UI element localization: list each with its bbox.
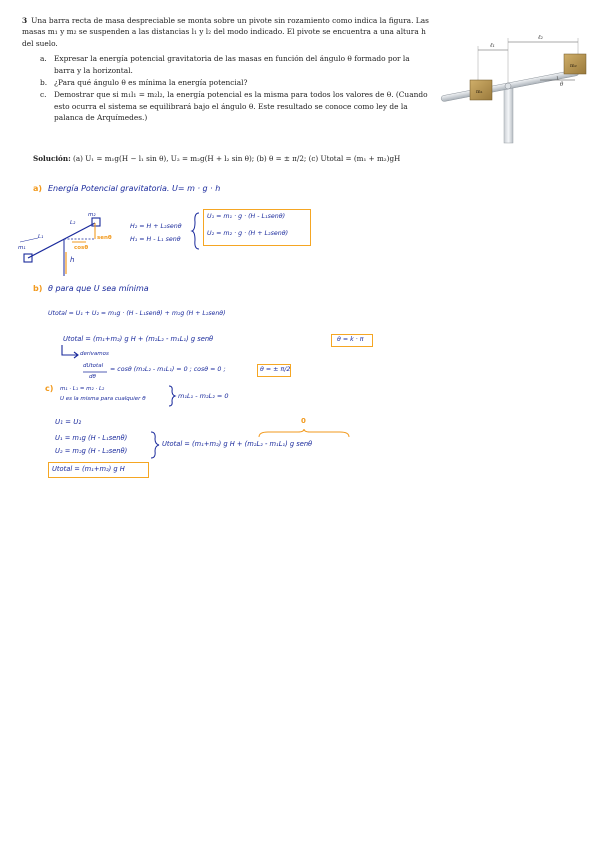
h1-expression: H₁ = H - L₁ senθ (130, 236, 181, 243)
l1-label: ℓ₁ (490, 42, 495, 49)
utotal-line-1: Utotal = U₁ + U₂ = m₁g · (H - L₁senθ) + m₂g (H + L₂senθ) (48, 310, 226, 317)
item-text: ¿Para qué ángulo θ es mínima la energía potencial? (54, 78, 248, 88)
derive-label: derivamos (80, 351, 109, 357)
c-line-1: m₁ · L₁ = m₂ · L₂ (60, 386, 105, 392)
derive-arrow (60, 345, 80, 359)
utotal-line-2: Utotal = (m₁+m₂) g H + (m₂L₂ - m₁L₁) g senθ (63, 335, 214, 343)
solution-label: Solución: (33, 154, 71, 163)
final-result: Utotal = (m₁+m₂) g H (52, 465, 125, 473)
brace-c2 (150, 431, 160, 459)
u1-equals-u2: U₁ = U₂ (55, 418, 82, 426)
problem-item-c (40, 89, 432, 123)
problem-item-b (40, 77, 432, 88)
c-line-2: U es la misma para cualquier θ (60, 396, 146, 402)
sketch-l1: L₁ (38, 234, 44, 240)
theta-pi2: θ = ± π/2 (260, 366, 291, 373)
part-c-label: c) (45, 384, 54, 393)
pivot-pole (504, 86, 513, 143)
theta-label: θ (560, 82, 564, 88)
problem-number: 3 (22, 16, 28, 25)
lever-figure (440, 28, 580, 143)
c-u1: U₁ = m₁g (H - L₁senθ) (55, 434, 128, 442)
part-a-label: a) (33, 184, 43, 193)
sketch-cos: cosθ (74, 245, 89, 251)
sketch-m1: m₁ (18, 245, 26, 251)
theta-kpi: θ = k · π (337, 336, 364, 343)
part-b-title: θ para que U sea mínima (48, 284, 149, 293)
item-mark: c. (40, 90, 47, 100)
pivot-point (505, 83, 511, 89)
c-u2: U₂ = m₂g (H - L₂senθ) (55, 447, 128, 455)
c-result: m₁L₁ - m₂L₂ = 0 (178, 392, 229, 400)
sketch-h: h (70, 256, 75, 264)
problem-statement (22, 15, 432, 125)
derivative-numerator: dUtotal (83, 363, 104, 369)
item-text: Expresar la energía potencial gravitatoria de las masas en función del ángulo θ formado por la barra y la horizontal. (54, 54, 410, 75)
c-zero: 0 (301, 417, 306, 425)
problem-item-a (40, 53, 432, 76)
sketch-m2: m₂ (88, 212, 96, 218)
sketch-l2: L₂ (70, 220, 76, 226)
derivative-rest: = cosθ (m₂L₂ - m₁L₁) = 0 ; cosθ = 0 ; (110, 366, 226, 373)
part-a-title: Energía Potencial gravitatoria. U= m · g · h (48, 184, 221, 193)
derivative-denominator: dθ (89, 374, 96, 380)
m1-label: m₁ (476, 89, 483, 95)
h2-expression: H₂ = H + L₂senθ (130, 223, 182, 230)
problem-items (40, 53, 432, 123)
lever-sketch (20, 206, 130, 276)
sketch-sen: senθ (97, 235, 112, 241)
overbrace (258, 429, 350, 437)
brace-c (168, 385, 176, 407)
u1-expression: U₁ = m₁ · g · (H - L₁senθ) (207, 213, 286, 220)
item-text: Demostrar que si m₁l₁ = m₂l₂, la energía potencial es la misma para todos los valores de θ. (Cuando esto ocurra el sistema se equilibrará bajo el ángulo θ. Este resultado se conoce como ley de la palanca de Arquímedes.) (54, 90, 428, 123)
item-mark: b. (40, 78, 48, 88)
l2-label: ℓ₂ (538, 34, 543, 41)
m2-label: m₂ (570, 63, 577, 69)
part-b-label: b) (33, 284, 43, 293)
brace-a (192, 212, 202, 250)
problem-text: Una barra recta de masa despreciable se monta sobre un pivote sin rozamiento como indica la figura. Las masas m₁ y m₂ se suspenden a las distancias l₁ y l₂ del modo indicado. El pivote se encuentra a una altura h del suelo. (22, 16, 429, 48)
u2-expression: U₂ = m₂ · g · (H + L₂senθ) (207, 230, 289, 237)
solution-text: (a) U₁ = m₁g(H − l₁ sin θ), U₂ = m₂g(H + l₂ sin θ); (b) θ = ± π/2; (c) Utotal = (m₁ + m₂)gH (73, 154, 401, 163)
solution-line (33, 154, 453, 163)
item-mark: a. (40, 54, 47, 64)
c-utotal: Utotal = (m₁+m₂) g H + (m₂L₂ - m₁L₁) g senθ (162, 440, 313, 448)
problem-intro (22, 15, 432, 49)
